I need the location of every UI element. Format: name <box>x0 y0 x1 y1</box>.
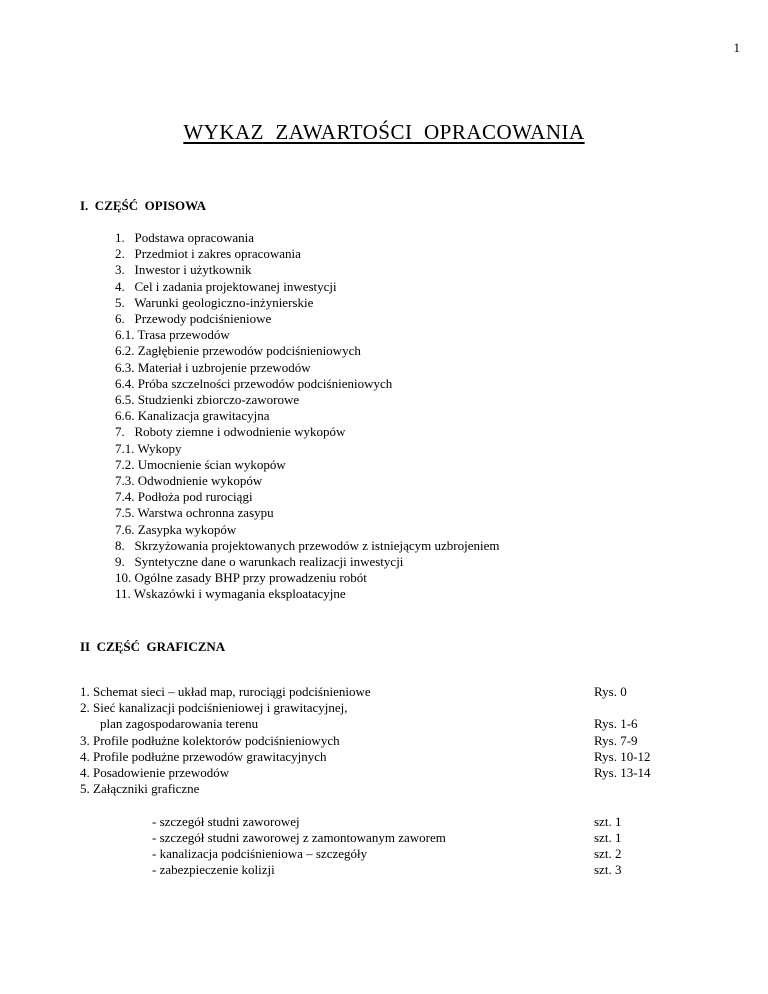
graphic-item-description: 4. Posadowienie przewodów <box>80 764 230 780</box>
contents-list-item: 6. Przewody podciśnieniowe <box>115 311 272 327</box>
section-descriptive-heading: I. CZĘŚĆ OPISOWA <box>80 198 207 213</box>
contents-list-item: 7.4. Podłoża pod rurociągi <box>115 489 253 505</box>
contents-list-item: 7.3. Odwodnienie wykopów <box>115 473 263 489</box>
graphic-contents-row <box>80 684 651 700</box>
contents-list-item: 6.3. Materiał i uzbrojenie przewodów <box>115 359 311 375</box>
contents-list-item: 3. Inwestor i użytkownik <box>115 262 252 278</box>
contents-list-item: 11. Wskazówki i wymagania eksploatacyjne <box>115 586 346 602</box>
graphic-item-description: 5. Załączniki graficzne <box>80 781 200 797</box>
graphic-contents-table <box>80 684 651 878</box>
graphic-contents-row <box>80 846 651 862</box>
contents-list-item: 1. Podstawa opracowania <box>115 230 254 245</box>
graphic-item-description: plan zagospodarowania terenu <box>100 716 259 732</box>
contents-list-item: 8. Skrzyżowania projektowanych przewodów z istniejącym uzbrojeniem <box>115 537 500 553</box>
row-spacer <box>80 797 651 813</box>
graphic-item-description: 2. Sieć kanalizacji podciśnieniowej i grawitacyjnej, <box>80 700 348 716</box>
graphic-contents-row <box>80 814 651 830</box>
graphic-contents-row <box>80 781 651 797</box>
graphic-contents-row <box>80 749 651 765</box>
section-graphic-heading: II CZĘŚĆ GRAFICZNA <box>80 639 226 654</box>
contents-list-item: 7.6. Zasypka wykopów <box>115 521 237 537</box>
graphic-contents-row <box>80 733 651 749</box>
contents-list-item: 6.6. Kanalizacja grawitacyjna <box>115 408 270 424</box>
contents-list-item: 6.4. Próba szczelności przewodów podciśnieniowych <box>115 375 393 391</box>
graphic-item-description: 4. Profile podłużne przewodów grawitacyjnych <box>80 748 327 764</box>
descriptive-contents-list <box>115 230 499 603</box>
graphic-contents-row <box>80 830 651 846</box>
contents-list-item: 10. Ogólne zasady BHP przy prowadzeniu robót <box>115 570 367 586</box>
contents-list-item: 7. Roboty ziemne i odwodnienie wykopów <box>115 424 346 440</box>
contents-list-item: 9. Syntetyczne dane o warunkach realizacji inwestycji <box>115 554 404 570</box>
contents-list-item: 6.1. Trasa przewodów <box>115 327 230 343</box>
graphic-item-reference: szt. 3 <box>594 862 622 878</box>
graphic-item-reference: Rys. 10-12 <box>594 748 651 764</box>
graphic-item-reference: szt. 1 <box>594 813 622 829</box>
contents-list-item: 6.2. Zagłębienie przewodów podciśnieniowych <box>115 343 361 359</box>
graphic-item-description: 1. Schemat sieci – układ map, rurociągi podciśnieniowe <box>80 684 371 699</box>
graphic-item-description: - kanalizacja podciśnieniowa – szczegóły <box>152 845 368 861</box>
graphic-item-reference: Rys. 1-6 <box>594 716 638 732</box>
graphic-item-description: - szczegół studni zaworowej z zamontowanym zaworem <box>152 829 446 845</box>
graphic-item-reference: Rys. 7-9 <box>594 732 638 748</box>
contents-list-item: 7.2. Umocnienie ścian wykopów <box>115 456 286 472</box>
graphic-item-description: 3. Profile podłużne kolektorów podciśnieniowych <box>80 732 340 748</box>
graphic-item-description: - zabezpieczenie kolizji <box>152 862 275 878</box>
page-number: 1 <box>733 40 740 55</box>
graphic-item-description: - szczegół studni zaworowej <box>152 813 300 829</box>
graphic-item-reference: Rys. 13-14 <box>594 764 651 780</box>
graphic-contents-row <box>80 716 651 732</box>
contents-list-item: 5. Warunki geologiczno-inżynierskie <box>115 294 314 310</box>
contents-list-item: 4. Cel i zadania projektowanej inwestycji <box>115 278 337 294</box>
contents-list-item: 6.5. Studzienki zbiorczo-zaworowe <box>115 392 300 408</box>
graphic-contents-row <box>80 862 651 878</box>
contents-list-item: 2. Przedmiot i zakres opracowania <box>115 246 301 262</box>
contents-list-item: 7.1. Wykopy <box>115 440 182 456</box>
graphic-item-reference: szt. 2 <box>594 845 622 861</box>
graphic-item-reference: Rys. 0 <box>594 684 627 699</box>
graphic-contents-row <box>80 700 651 716</box>
contents-list-item: 7.5. Warstwa ochronna zasypu <box>115 505 274 521</box>
graphic-item-reference: szt. 1 <box>594 829 622 845</box>
graphic-contents-row <box>80 765 651 781</box>
document-title: WYKAZ ZAWARTOŚCI OPRACOWANIA <box>183 120 585 144</box>
